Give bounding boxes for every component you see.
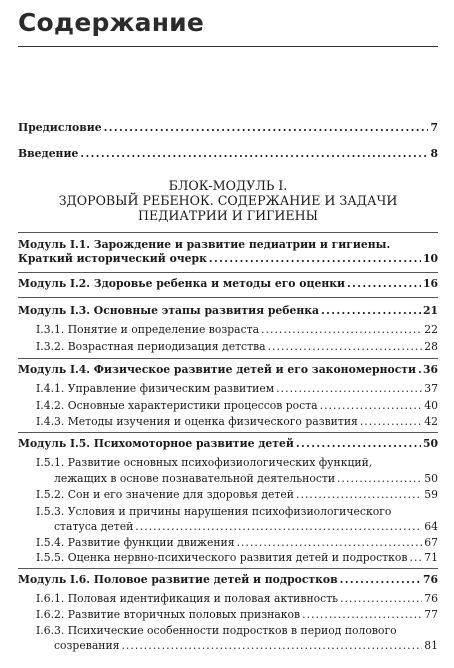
toc-entry-label: Модуль I.2. Здоровье ребенка и методы его оценки [18, 277, 346, 290]
leader-dots [276, 382, 422, 396]
section-divider [18, 568, 438, 569]
toc-entry-label: I.6.1. Половая идентификация и половая активность [36, 592, 339, 605]
toc-page-number: 50 [422, 437, 438, 450]
section-divider [18, 297, 438, 298]
toc-entry-label: I.4.1. Управление физическим развитием [36, 382, 275, 395]
toc-entry-label: Введение [18, 147, 79, 160]
toc-item-1-6-3[interactable] [54, 639, 438, 653]
leader-dots [302, 608, 422, 622]
leader-dots [340, 573, 421, 587]
leader-dots [320, 399, 423, 413]
toc-entry-label: I.4.2. Основные характеристики процессов роста [36, 399, 318, 412]
leader-dots [347, 277, 421, 291]
section-divider [18, 432, 438, 433]
leader-dots [209, 252, 421, 266]
toc-entry-preface[interactable] [18, 121, 438, 135]
toc-page-number: 22 [424, 323, 438, 336]
toc-entry-label: I.4.3. Методы изучения и оценка физического развития [36, 415, 358, 428]
leader-dots [80, 147, 428, 161]
leader-dots [360, 415, 422, 429]
toc-entry-label: I.6.2. Развитие вторичных половых признаков [36, 608, 301, 621]
block-module-heading [18, 178, 438, 223]
toc-item-1-6-2[interactable] [36, 608, 438, 622]
toc-item-1-4-1[interactable] [36, 382, 438, 396]
toc-item-1-5-4[interactable] [36, 536, 438, 550]
leader-dots [296, 488, 422, 502]
leader-dots [340, 592, 422, 606]
toc-entry-label: Модуль I.3. Основные этапы развития ребенка [18, 304, 320, 317]
leader-dots [321, 304, 421, 318]
toc-module-1[interactable] [18, 252, 438, 266]
toc-item-1-5-1[interactable] [54, 472, 438, 486]
toc-module-3[interactable] [18, 304, 438, 318]
toc-module-6[interactable] [18, 573, 438, 587]
toc-page-number: 71 [424, 551, 438, 564]
toc-page-number: 76 [424, 592, 438, 605]
toc-page-number: 81 [424, 639, 438, 652]
toc-page-number: 37 [424, 382, 438, 395]
leader-dots [409, 551, 422, 565]
block-heading-line: БЛОК-МОДУЛЬ I. [168, 178, 288, 193]
toc-page-number: 10 [422, 252, 438, 265]
toc-entry-label: созревания [54, 639, 120, 652]
leader-dots [104, 121, 429, 135]
toc-entry-label: лежащих в основе познавательной деятельности [54, 472, 336, 485]
block-heading-line: ПЕДИАТРИИ И ГИГИЕНЫ [138, 208, 318, 223]
toc-entry-label: Модуль I.4. Физическое развитие детей и его закономерности [18, 363, 416, 376]
block-heading-line: ЗДОРОВЫЙ РЕБЕНОК. СОДЕРЖАНИЕ И ЗАДАЧИ [58, 193, 398, 208]
toc-module-4[interactable] [18, 363, 438, 377]
toc-page-number: 50 [424, 472, 438, 485]
toc-item-1-5-3[interactable] [54, 520, 438, 534]
toc-page-number: 59 [424, 488, 438, 501]
toc-page-number: 42 [424, 415, 438, 428]
section-divider [18, 272, 438, 273]
toc-page-number: 28 [424, 340, 438, 353]
toc-entry-label: I.3.1. Понятие и определение возраста [36, 323, 260, 336]
page-title: Содержание [18, 8, 205, 37]
toc-page-number: 36 [422, 363, 438, 376]
toc-entry-label: I.5.4. Развитие функции движения [36, 536, 235, 549]
toc-page-number: 77 [424, 608, 438, 621]
toc-entry-introduction[interactable] [18, 147, 438, 161]
leader-dots [237, 536, 423, 550]
toc-item-1-3-2[interactable] [36, 340, 438, 354]
toc-module-1-line1[interactable]: Модуль I.1. Зарождение и развитие педиатрии и гигиены. [18, 238, 391, 251]
toc-module-5[interactable] [18, 437, 438, 451]
toc-item-1-4-3[interactable] [36, 415, 438, 429]
leader-dots [418, 363, 421, 377]
leader-dots [296, 437, 421, 451]
toc-item-1-6-1[interactable] [36, 592, 438, 606]
toc-page-number: 40 [424, 399, 438, 412]
leader-dots [268, 340, 423, 354]
toc-entry-label: I.5.2. Сон и его значение для здоровья детей [36, 488, 294, 501]
toc-page-number: 67 [424, 536, 438, 549]
toc-item-1-3-1[interactable] [36, 323, 438, 337]
toc-module-2[interactable] [18, 277, 438, 291]
toc-page-number: 8 [430, 147, 438, 160]
toc-page-number: 64 [424, 520, 438, 533]
toc-page-number: 16 [422, 277, 438, 290]
toc-page-number: 21 [422, 304, 438, 317]
toc-entry-label: Краткий исторический очерк [18, 252, 207, 265]
toc-item-1-5-5[interactable] [36, 551, 438, 565]
toc-entry-label: I.3.2. Возрастная периодизация детства [36, 340, 266, 353]
toc-item-1-4-2[interactable] [36, 399, 438, 413]
toc-entry-label: статуса детей [54, 520, 134, 533]
leader-dots [121, 639, 422, 653]
section-divider [18, 232, 438, 233]
toc-entry-label: I.5.5. Оценка нервно-психического развития детей и подростков [36, 551, 408, 564]
toc-item-1-6-3-line1[interactable]: I.6.3. Психические особенности подростков в период полового [36, 624, 397, 637]
toc-page-number: 76 [422, 573, 438, 586]
leader-dots [135, 520, 422, 534]
toc-entry-label: Модуль I.5. Психомоторное развитие детей [18, 437, 294, 450]
leader-dots [261, 323, 422, 337]
toc-item-1-5-2[interactable] [36, 488, 438, 502]
toc-entry-label: Предисловие [18, 121, 102, 134]
leader-dots [337, 472, 422, 486]
toc-entry-label: Модуль I.6. Половое развитие детей и подростков [18, 573, 338, 586]
section-divider [18, 358, 438, 359]
toc-page-number: 7 [430, 121, 438, 134]
toc-item-1-5-3-line1[interactable]: I.5.3. Условия и причины нарушения психофизиологического [36, 505, 392, 518]
toc-item-1-5-1-line1[interactable]: I.5.1. Развитие основных психофизиологических функций, [36, 456, 373, 469]
title-divider [18, 46, 438, 47]
